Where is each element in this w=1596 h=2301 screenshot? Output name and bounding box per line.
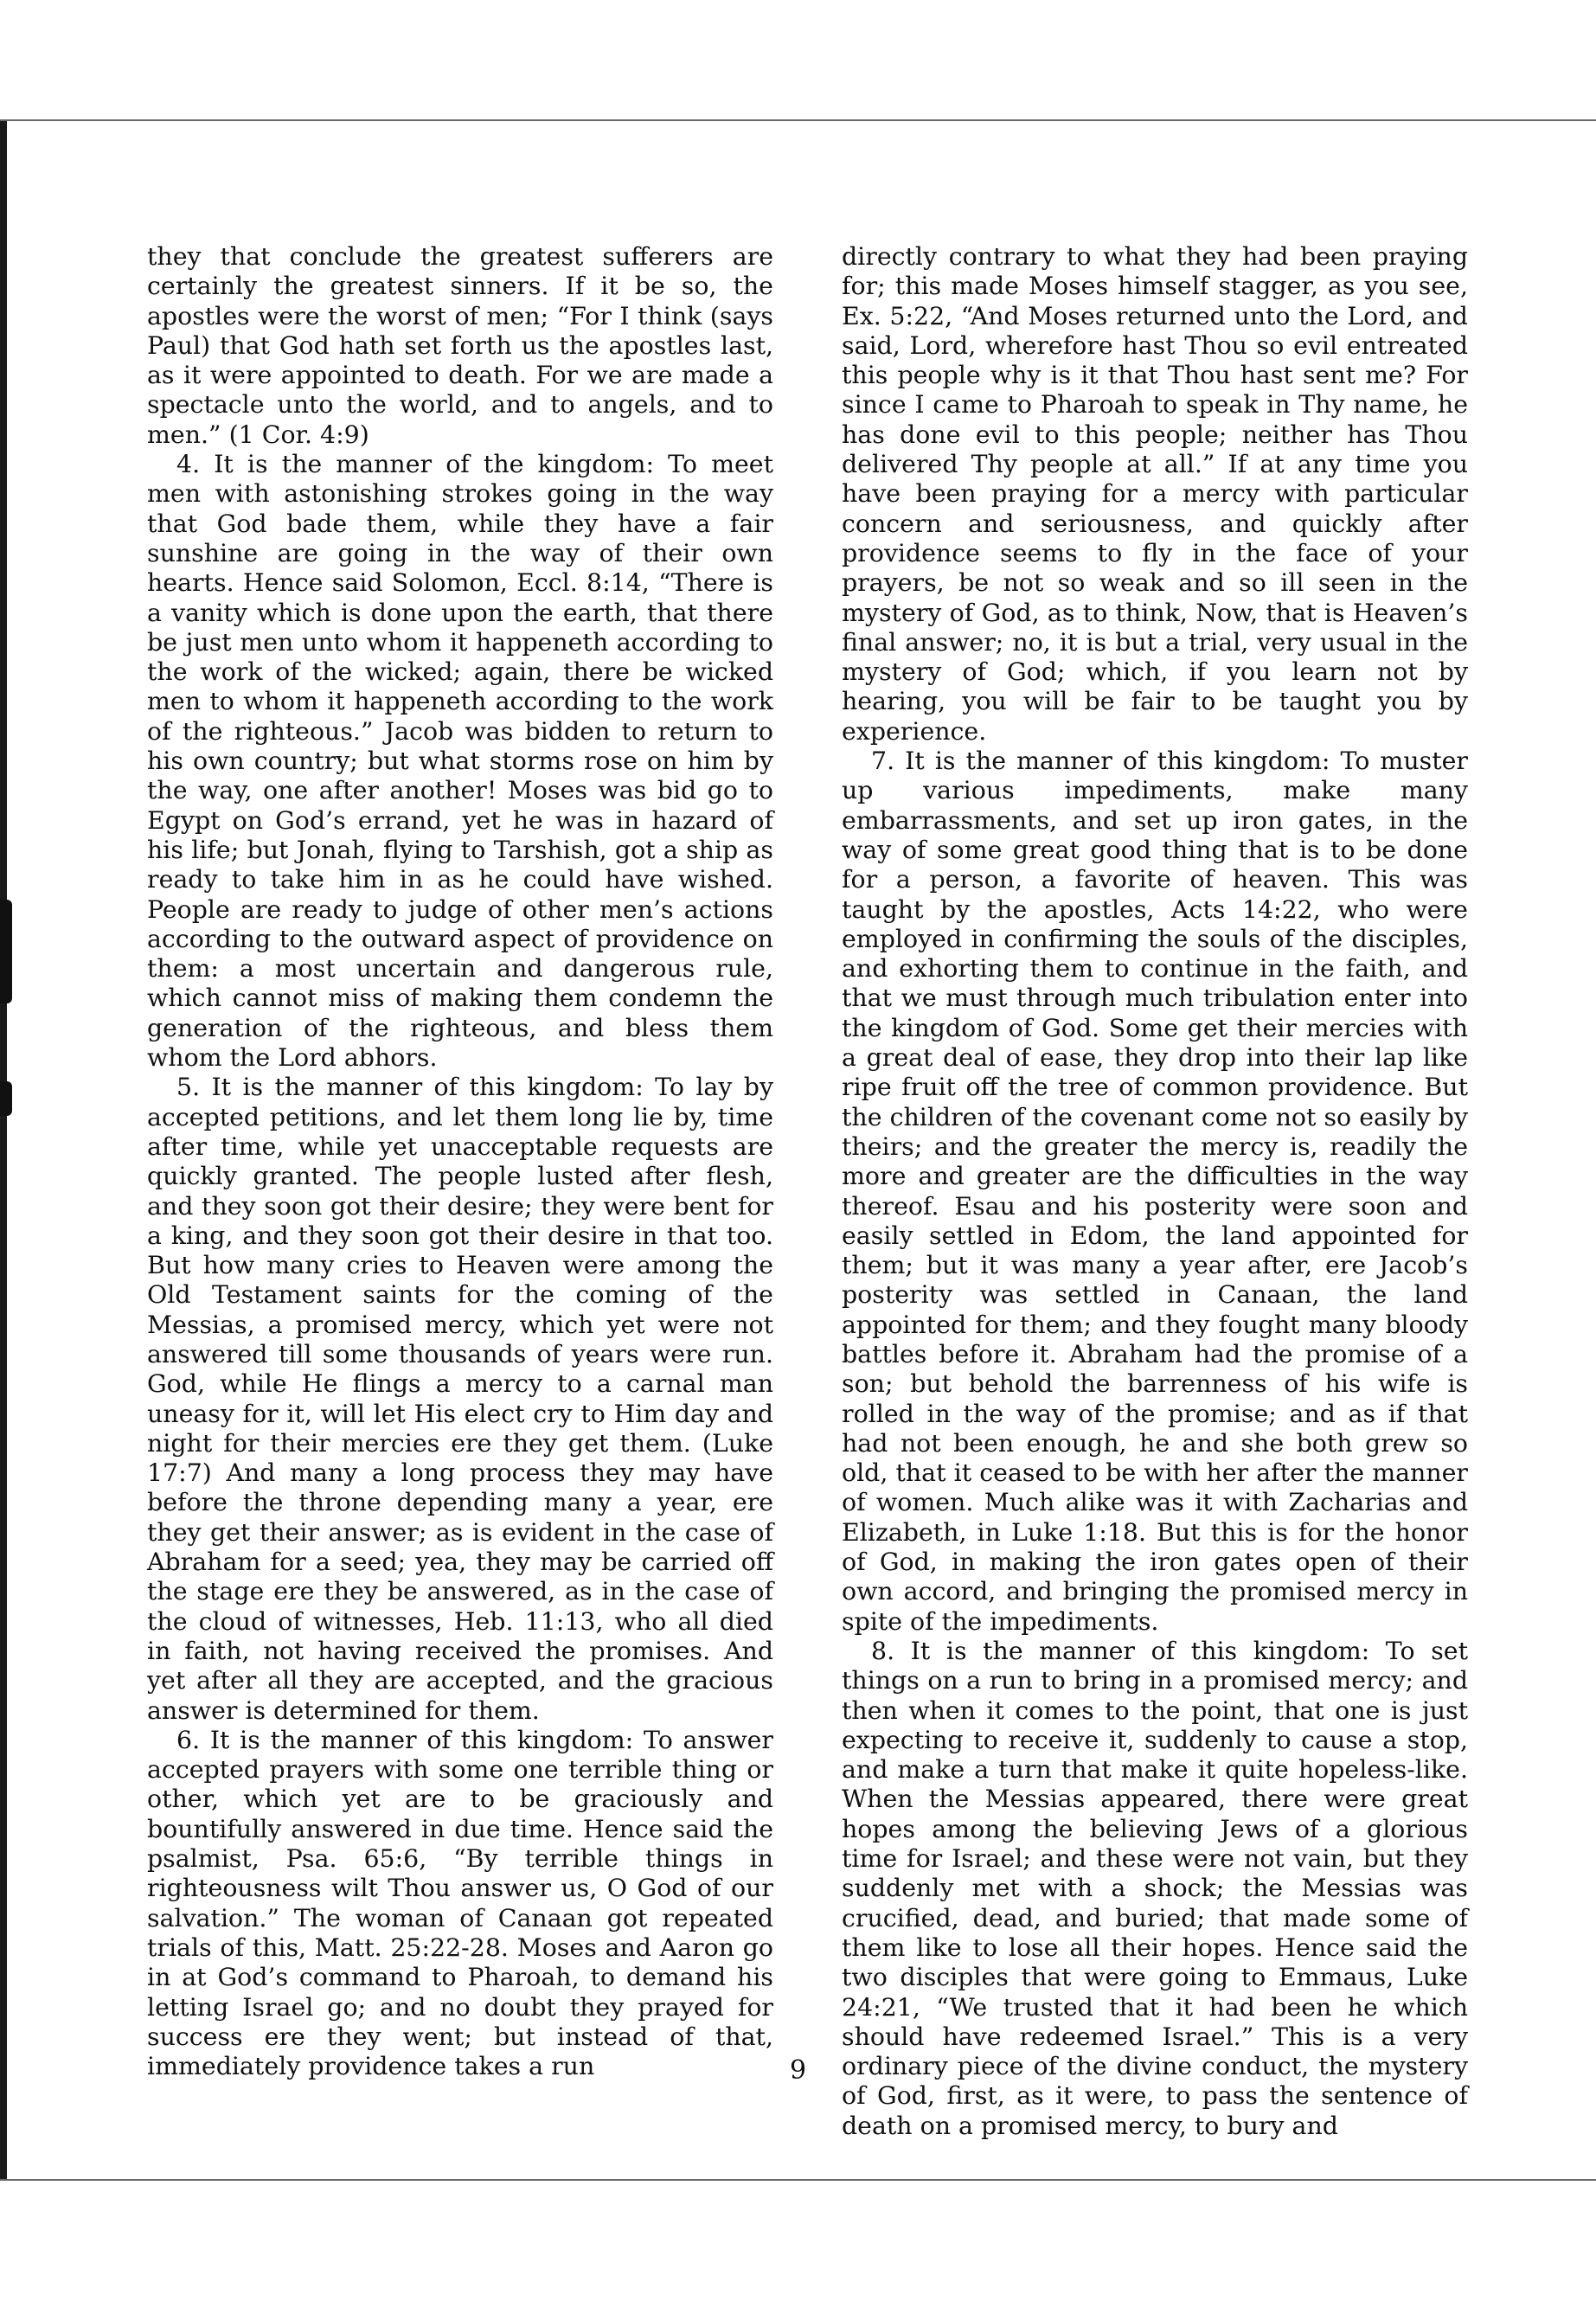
scan-binding-mark: [0, 1081, 12, 1116]
page-number: 9: [789, 2055, 807, 2086]
scan-left-edge: [0, 121, 7, 2180]
scan-binding-mark: [0, 900, 12, 1003]
scan-top-margin: [0, 0, 1596, 121]
left-column: [147, 242, 773, 2081]
paragraph-point-6: 6. It is the manner of this kingdom: To answer accepted prayers with some one terrible thing or other, which yet are to be graciously and bountifully answered in due time. Hence said the psalmist, Psa. 65:6, “By terrible things in righteousness wilt Thou answer us, O God of our salvation.” The woman of Canaan got repeated trials of this, Matt. 25:22-28. Moses and Aaron go in at God’s command to Pharoah, to demand his letting Israel go; and no doubt they prayed for success ere they went; but instead of that, immediately providence takes a run: [147, 1725, 773, 2081]
paragraph-continued: they that conclude the greatest sufferers are certainly the greatest sinners. If it be so, the apostles were the worst of men; “For I think (says Paul) that God hath set forth us the apostles last, as it were appointed to death. For we are made a spectacle unto the world, and to angels, and to men.” (1 Cor. 4:9): [147, 242, 773, 449]
paragraph-point-4: 4. It is the manner of the kingdom: To meet men with astonishing strokes going in the way that God bade them, while they have a fair sunshine are going in the way of their own hearts. Hence said Solomon, Eccl. 8:14, “There is a vanity which is done upon the earth, that there be just men unto whom it happeneth according to the work of the wicked; again, there be wicked men to whom it happeneth according to the work of the righteous.” Jacob was bidden to return to his own country; but what storms rose on him by the way, one after another! Moses was bid go to Egypt on God’s errand, yet he was in hazard of his life; but Jonah, flying to Tarshish, got a ship as ready to take him in as he could have wished. People are ready to judge of other men’s actions according to the outward aspect of providence on them: a most uncertain and dangerous rule, which cannot miss of making them condemn the generation of the righteous, and bless them whom the Lord abhors.: [147, 450, 773, 1073]
paragraph-point-8: 8. It is the manner of this kingdom: To set things on a run to bring in a promised mercy; and then when it comes to the point, that one is just expecting to receive it, suddenly to cause a stop, and make a turn that make it quite hopeless-like. When the Messias appeared, there were great hopes among the believing Jews of a glorious time for Israel; and these were not vain, but they suddenly met with a shock; the Messias was crucified, dead, and buried; that made some of them like to lose all their hopes. Hence said the two disciples that were going to Emmaus, Luke 24:21, “We trusted that it had been he which should have redeemed Israel.” This is a very ordinary piece of the divine conduct, the mystery of God, first, as it were, to pass the sentence of death on a promised mercy, to bury and: [842, 1636, 1468, 2140]
paragraph-point-5: 5. It is the manner of this kingdom: To lay by accepted petitions, and let them long lie by, time after time, while yet unacceptable requests are quickly granted. The people lusted after flesh, and they soon got their desire; they were bent for a king, and they soon got their desire in that too. But how many cries to Heaven were among the Old Testament saints for the coming of the Messias, a promised mercy, which yet were not answered till some thousands of years were run. God, while He flings a mercy to a carnal man uneasy for it, will let His elect cry to Him day and night for their mercies ere they get them. (Luke 17:7) And many a long process they may have before the throne depending many a year, ere they get their answer; as is evident in the case of Abraham for a seed; yea, they may be carried off the stage ere they be answered, as in the case of the cloud of witnesses, Heb. 11:13, who all died in faith, not having received the promises. And yet after all they are accepted, and the gracious answer is determined for them.: [147, 1073, 773, 1725]
paragraph-continued: directly contrary to what they had been praying for; this made Moses himself stagger, as you see, Ex. 5:22, “And Moses returned unto the Lord, and said, Lord, wherefore hast Thou so evil entreated this people why is it that Thou hast sent me? For since I came to Pharoah to speak in Thy name, he has done evil to this people; neither has Thou delivered Thy people at all.” If at any time you have been praying for a mercy with particular concern and seriousness, and quickly after providence seems to fly in the face of your prayers, be not so weak and so ill seen in the mystery of God, as to think, Now, that is Heaven’s final answer; no, it is but a trial, very usual in the mystery of God; which, if you learn not by hearing, you will be fair to be taught you by experience.: [842, 242, 1468, 746]
right-column: [842, 242, 1468, 2140]
scan-bottom-edge: [0, 2179, 1596, 2181]
paragraph-point-7: 7. It is the manner of this kingdom: To muster up various impediments, make many embarrassments, and set up iron gates, in the way of some great good thing that is to be done for a person, a favorite of heaven. This was taught by the apostles, Acts 14:22, who were employed in confirming the souls of the disciples, and exhorting them to continue in the faith, and that we must through much tribulation enter into the kingdom of God. Some get their mercies with a great deal of ease, they drop into their lap like ripe fruit off the tree of common providence. But the children of the covenant come not so easily by theirs; and the greater the mercy is, readily the more and greater are the difficulties in the way thereof. Esau and his posterity were soon and easily settled in Edom, the land appointed for them; but it was many a year after, ere Jacob’s posterity was settled in Canaan, the land appointed for them; and they fought many bloody battles before it. Abraham had the promise of a son; but behold the barrenness of his wife is rolled in the way of the promise; and as if that had not been enough, he and she both grew so old, that it ceased to be with her after the manner of women. Much alike was it with Zacharias and Elizabeth, in Luke 1:18. But this is for the honor of God, in making the iron gates open of their own accord, and bringing the promised mercy in spite of the impediments.: [842, 747, 1468, 1636]
